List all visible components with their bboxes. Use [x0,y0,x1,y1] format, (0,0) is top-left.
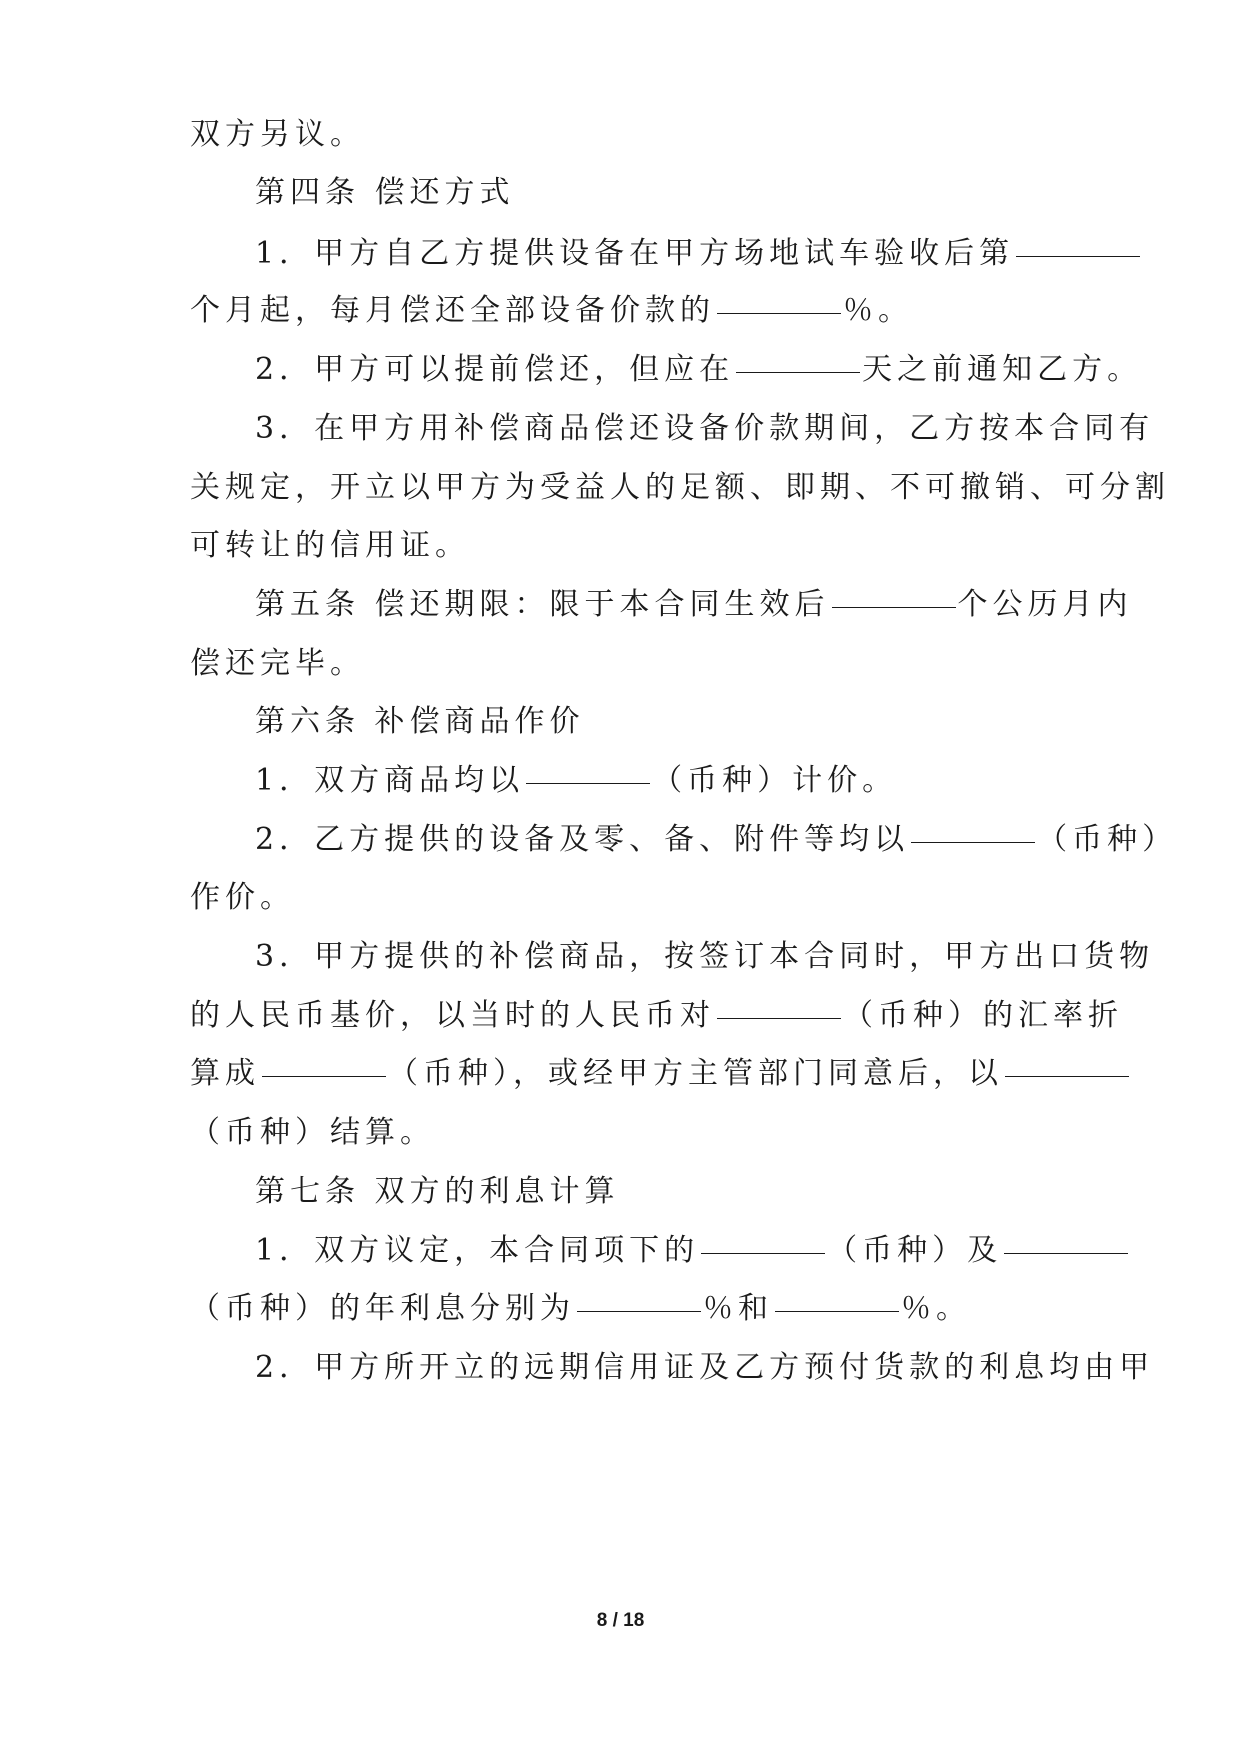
fill-in-blank [911,812,1035,843]
text-segment: 偿还完毕。 [190,646,365,681]
text-line [255,224,1241,284]
fill-in-blank [832,577,956,608]
text-segment: 2．乙方提供的设备及零、备、附件等均以 [255,822,910,857]
text-segment: 关规定，开立以甲方为受益人的足额、即期、不可撤销、可分割 [190,470,1170,505]
text-line [255,1221,1241,1281]
text-line [190,1279,1241,1339]
text-line [255,1338,1241,1398]
text-segment: （币种）的年利息分别为 [190,1291,575,1326]
text-segment: 1．双方商品均以 [255,763,525,798]
text-segment: （币种）及 [827,1233,1003,1268]
text-segment: （币种） [1037,822,1178,857]
text-segment: 2．甲方所开立的远期信用证及乙方预付货款的利息均由甲 [255,1350,1155,1385]
text-segment: 2．甲方可以提前偿还，但应在 [255,352,735,387]
fill-in-blank [736,342,860,373]
text-segment: ％和 [703,1291,773,1326]
fill-in-blank [717,988,841,1019]
text-segment: 个公历月内 [957,587,1133,622]
text-segment: （币种），或经甲方主管部门同意后，以 [388,1056,1003,1091]
text-line [255,340,1241,400]
text-segment: 可转让的信用证。 [190,528,470,563]
text-segment: （币种）计价。 [652,763,898,798]
text-segment: 的人民币基价，以当时的人民币对 [190,998,715,1033]
text-line [190,1103,1241,1163]
text-segment: 1．双方议定，本合同项下的 [255,1233,700,1268]
text-line [255,927,1241,987]
text-line [190,868,1241,928]
text-line [190,1044,1241,1104]
text-segment: 3．在甲方用补偿商品偿还设备价款期间，乙方按本合同有 [255,411,1155,446]
text-line [255,575,1241,635]
text-line [255,751,1241,811]
text-line [255,1162,1241,1222]
page-number: 8 / 18 [596,1610,645,1631]
text-segment: 3．甲方提供的补偿商品，按签订本合同时，甲方出口货物 [255,939,1155,974]
text-line [190,634,1241,694]
text-line [255,163,1241,223]
fill-in-blank [775,1281,899,1312]
fill-in-blank [701,1223,825,1254]
fill-in-blank [262,1046,386,1077]
text-segment: 第五条 偿还期限：限于本合同生效后 [255,587,830,622]
fill-in-blank [577,1281,701,1312]
fill-in-blank [1005,1046,1129,1077]
text-segment: ％。 [843,293,913,328]
text-segment: 天之前通知乙方。 [862,352,1143,387]
text-line [255,692,1241,752]
text-line [255,810,1241,870]
fill-in-blank [526,753,650,784]
text-line [255,399,1241,459]
text-segment: 双方另议。 [190,117,365,152]
text-segment: （币种）结算。 [190,1115,435,1150]
text-segment: 作价。 [190,880,295,915]
text-segment: 个月起，每月偿还全部设备价款的 [190,293,715,328]
fill-in-blank [1004,1223,1128,1254]
text-line [190,986,1241,1046]
text-segment: 算成 [190,1056,260,1091]
fill-in-blank [717,283,841,314]
text-segment: ％。 [901,1291,971,1326]
text-segment: 第四条 偿还方式 [255,175,515,210]
fill-in-blank [1016,226,1140,257]
text-segment: 第七条 双方的利息计算 [255,1174,620,1209]
text-segment: （币种）的汇率折 [843,998,1123,1033]
text-line [190,516,1241,576]
text-line [190,281,1241,341]
text-segment: 第六条 补偿商品作价 [255,704,585,739]
text-segment: 1．甲方自乙方提供设备在甲方场地试车验收后第 [255,236,1015,271]
text-line [190,458,1241,518]
text-line [190,105,1241,165]
